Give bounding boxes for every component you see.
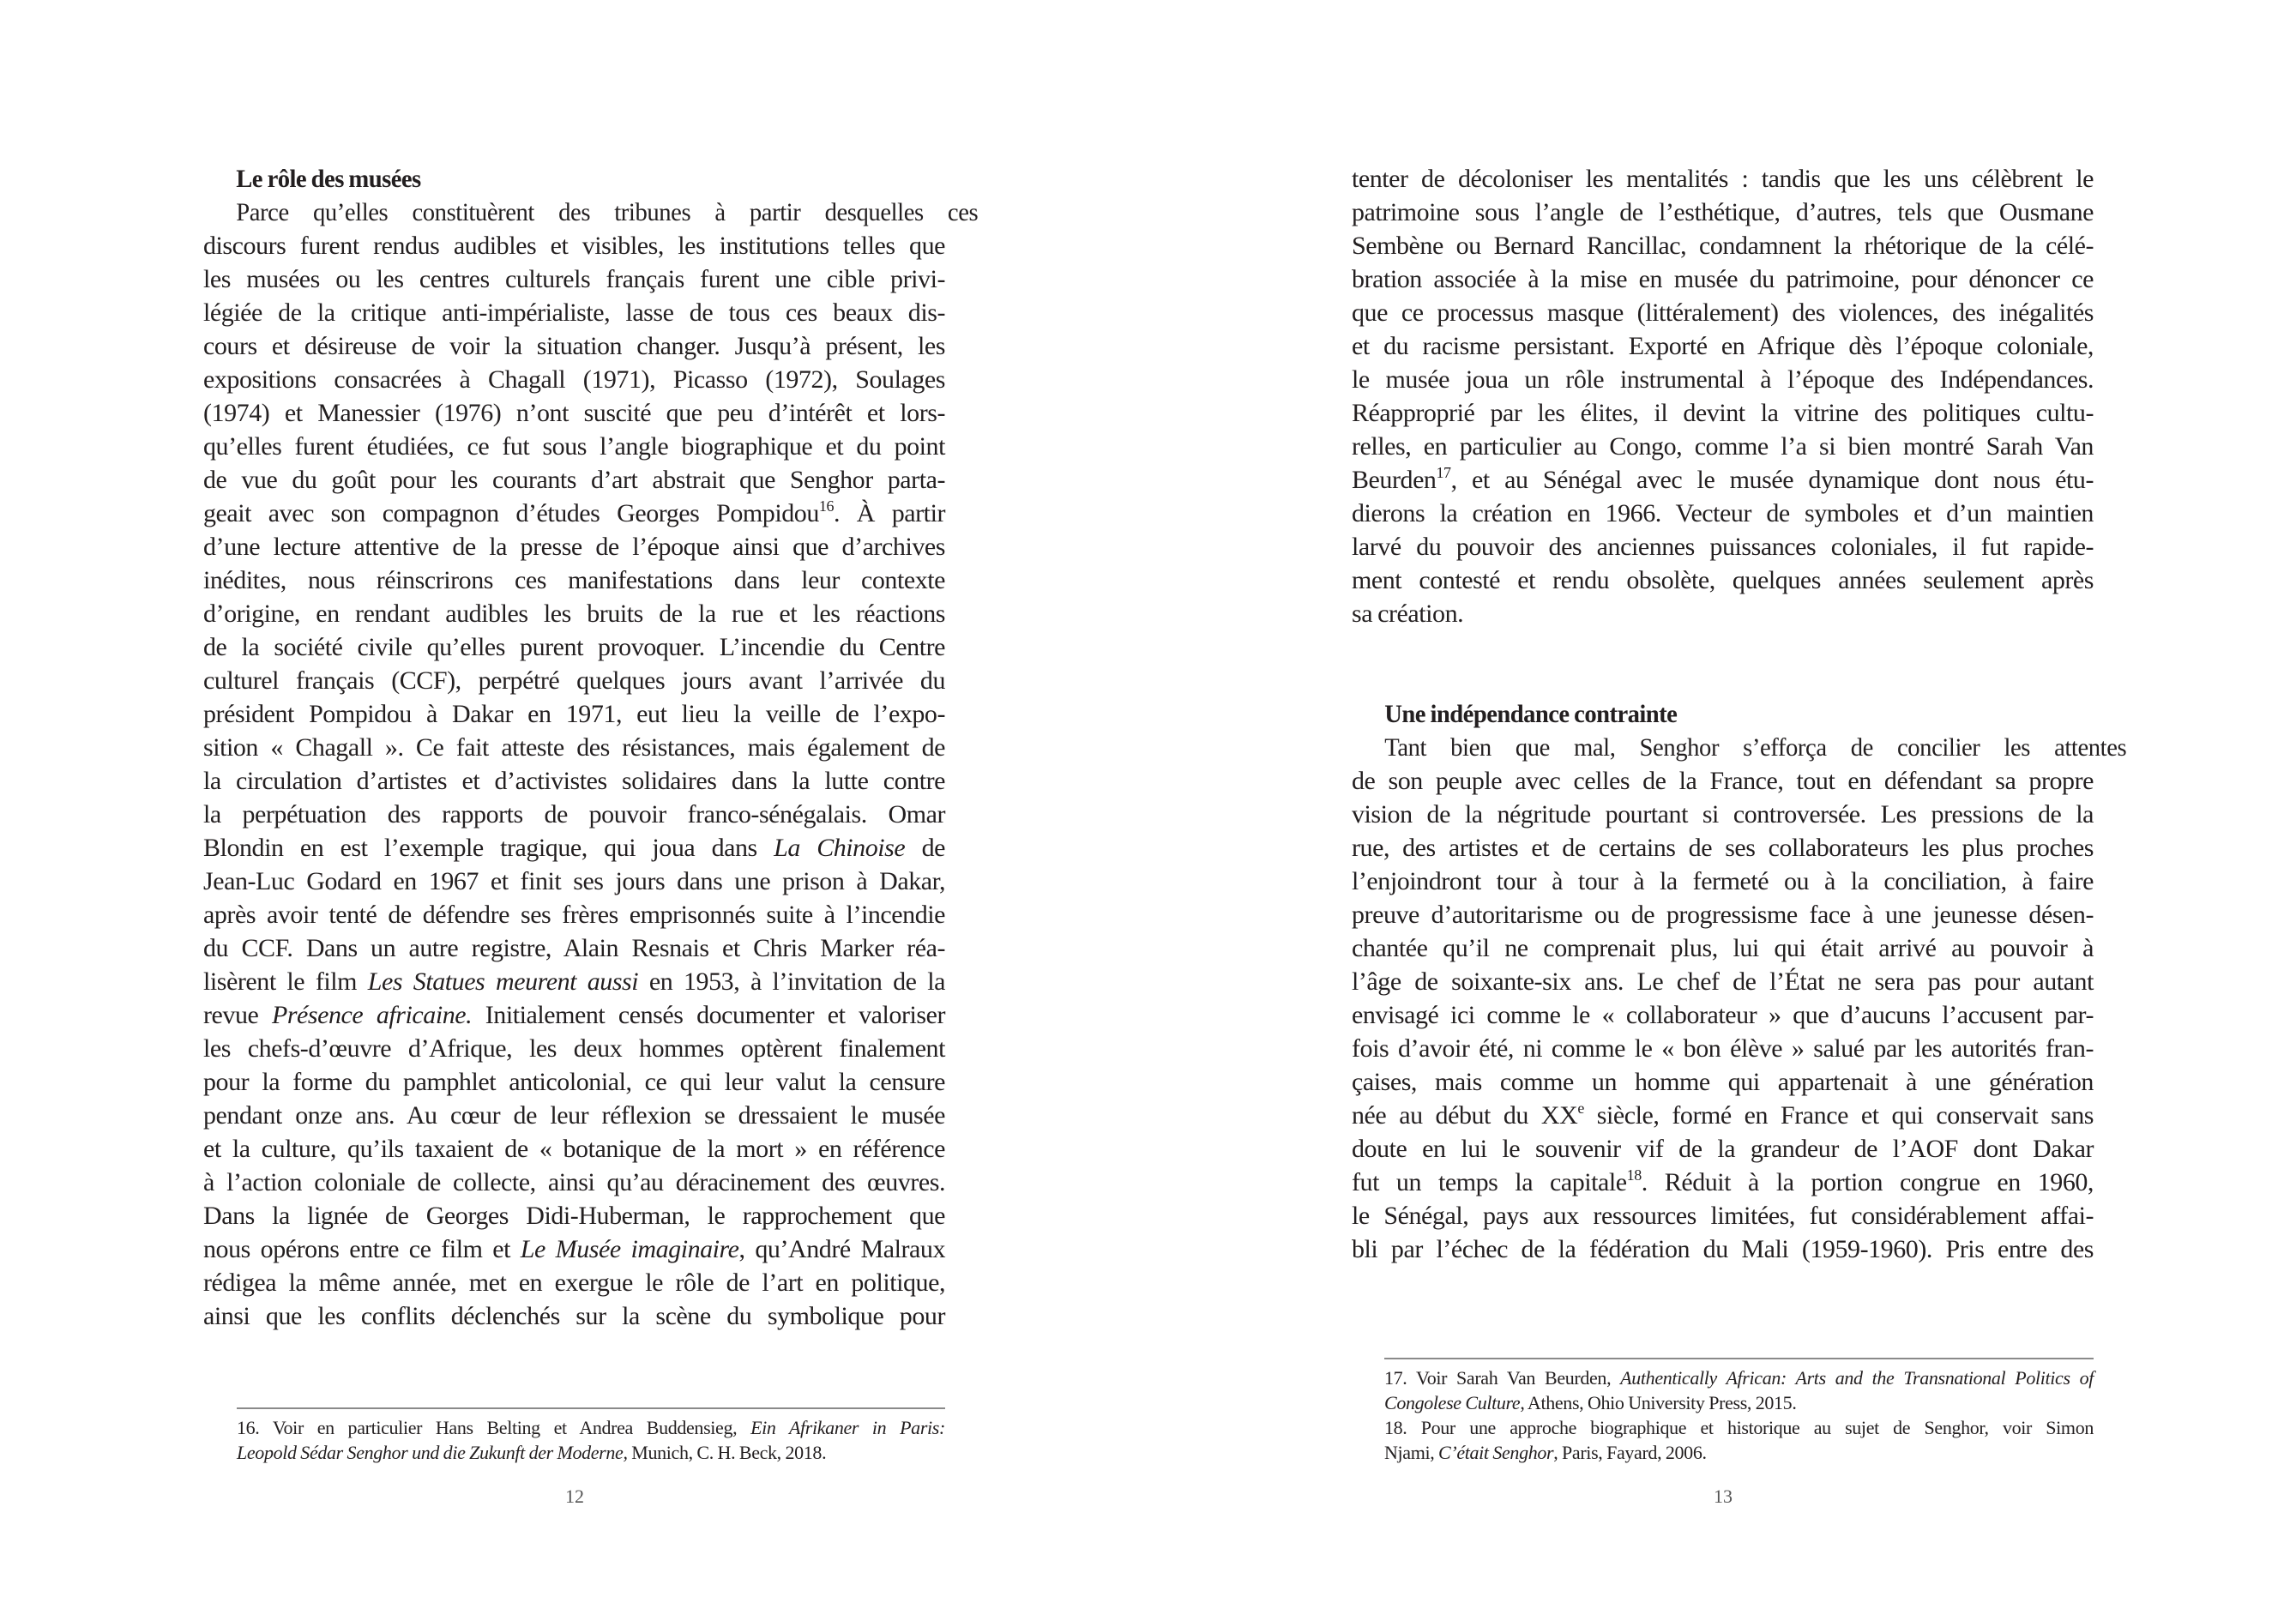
text-line: bration associée à la mise en musée du patrimoine, pour dénoncer ce [1352, 265, 2094, 293]
text-line: sition « Chagall ». Ce fait atteste des résistances, mais également de [203, 733, 945, 762]
right-page-body [1352, 162, 2127, 1266]
italic-title: La Chinoise [774, 834, 906, 862]
text-run: née au début du XX [1352, 1101, 1578, 1130]
text-line: les musées ou les centres culturels français furent une cible privi- [203, 265, 945, 293]
text-run: 16. Voir en particulier Hans Belting et Andrea Buddensieg, [237, 1417, 751, 1438]
text-line: cours et désireuse de voir la situation changer. Jusqu’à présent, les [203, 332, 945, 360]
text-line [1352, 1166, 2094, 1199]
text-line: et du racisme persistant. Exporté en Afrique dès l’époque coloniale, [1352, 332, 2094, 360]
text-run: lisèrent le film [203, 967, 368, 996]
italic-title: Présence africaine. [271, 1001, 473, 1029]
text-line: dierons la création en 1966. Vecteur de symboles et d’un maintien [1352, 499, 2094, 527]
text-line: président Pompidou à Dakar en 1971, eut lieu la veille de l’expo- [203, 700, 945, 728]
text-line: la circulation d’artistes et d’activistes solidaires dans la lutte contre [203, 767, 945, 795]
footnote-ref: 17 [1436, 464, 1451, 481]
text-line: le musée joua un rôle instrumental à l’époque des Indépendances. [1352, 365, 2094, 394]
text-line: pendant onze ans. Au cœur de leur réflexion se dressaient le musée [203, 1101, 945, 1130]
text-line: ainsi que les conflits déclenchés sur la scène du symbolique pour [203, 1302, 945, 1330]
text-run: , qu’André Malraux [738, 1235, 946, 1263]
text-run: nous opérons entre ce film et [203, 1235, 521, 1263]
footnote-separator [237, 1407, 945, 1409]
text-line: (1974) et Manessier (1976) n’ont suscité que peu d’intérêt et lors- [203, 399, 945, 427]
text-run: en 1953, à l’invitation de la [638, 967, 945, 996]
text-run: fut un temps la capitale [1352, 1168, 1627, 1196]
text-run: 17. Voir Sarah Van Beurden, [1384, 1367, 1621, 1389]
text-run: Beurden [1352, 466, 1437, 494]
text-run: Initialement censés documenter et valoriser [472, 1001, 945, 1029]
text-run: 18. Pour une approche biographique et historique au sujet de Senghor, voir Simon [1384, 1417, 2094, 1438]
footnote [1384, 1415, 2093, 1465]
text-line: culturel français (CCF), perpétré quelques jours avant l’arrivée du [203, 666, 945, 695]
text-line [203, 497, 945, 530]
text-line: doute en lui le souvenir vif de la grandeur de l’AOF dont Dakar [1352, 1135, 2094, 1163]
text-line: sa création. [1352, 600, 1464, 628]
italic-title: C’était Senghor [1438, 1442, 1554, 1463]
footnote-ref: e [1577, 1100, 1584, 1117]
text-line: les chefs-d’œuvre d’Afrique, les deux hommes optèrent finalement [203, 1034, 945, 1063]
text-line: ment contesté et rendu obsolète, quelques années seulement après [1352, 566, 2094, 594]
text-line [203, 1232, 945, 1266]
text-line [1384, 1415, 2094, 1440]
footnote [1384, 1365, 2093, 1415]
text-line [237, 1415, 945, 1440]
text-run: siècle, formé en France et qui conservait sans [1583, 1101, 2094, 1130]
text-line [1384, 1440, 2094, 1465]
text-line: l’âge de soixante-six ans. Le chef de l’État ne sera pas pour autant [1352, 967, 2094, 996]
text-line: après avoir tenté de défendre ses frères emprisonnés suite à l’incendie [203, 901, 945, 929]
right-footnotes [1384, 1365, 2093, 1465]
text-line: Dans la lignée de Georges Didi-Huberman, le rapprochement que [203, 1202, 945, 1230]
footnote-ref: 16 [818, 497, 834, 515]
text-line: qu’elles furent étudiées, ce fut sous l’angle biographique et du point [203, 432, 945, 461]
italic-title: Les Statues meurent aussi [367, 967, 639, 996]
text-line: tenter de décoloniser les mentalités : tandis que les uns célèbrent le [1352, 165, 2094, 193]
text-line [237, 1440, 945, 1465]
text-line: de son peuple avec celles de la France, tout en défendant sa propre [1352, 767, 2094, 795]
italic-title: Congolese Culture [1384, 1392, 1521, 1413]
text-line: de la société civile qu’elles purent provoquer. L’incendie du Centre [203, 633, 945, 661]
text-run: , et au Sénégal avec le musée dynamique dont nous étu- [1450, 466, 2094, 494]
footnote-separator [1384, 1358, 2094, 1359]
text-line: patrimoine sous l’angle de l’esthétique, d’autres, tels que Ousmane [1352, 198, 2094, 226]
italic-title: Leopold Sédar Senghor und die Zukunft der Moderne, [237, 1442, 628, 1463]
footnote [237, 1415, 945, 1465]
text-line [1384, 1390, 2094, 1415]
text-line [1352, 463, 2094, 497]
text-line: relles, en particulier au Congo, comme l’a si bien montré Sarah Van [1352, 432, 2094, 461]
right-page [1148, 0, 2296, 1621]
spacer [1352, 630, 2094, 664]
text-run: de [905, 834, 945, 862]
text-line: et la culture, qu’ils taxaient de « botanique de la mort » en référence [203, 1135, 945, 1163]
left-page-body [203, 162, 979, 1333]
page-number: 13 [1714, 1485, 1733, 1507]
text-line: preuve d’autoritarisme ou de progressisme face à une jeunesse désen- [1352, 901, 2094, 929]
text-line: d’une lecture attentive de la presse de l’époque ainsi que d’archives [203, 533, 945, 561]
text-line: Jean-Luc Godard en 1967 et finit ses jours dans une prison à Dakar, [203, 867, 945, 895]
text-line: du CCF. Dans un autre registre, Alain Resnais et Chris Marker réa- [203, 934, 945, 962]
text-line [1384, 1365, 2094, 1390]
text-run: Blondin en est l’exemple tragique, qui joua dans [203, 834, 774, 862]
text-run: . À partir [834, 499, 945, 527]
text-run: geait avec son compagnon d’études Georges Pompidou [203, 499, 819, 527]
text-run: , Athens, Ohio University Press, 2015. [1520, 1392, 1797, 1413]
italic-title: Authentically African: Arts and the Transnational Politics of [1620, 1367, 2094, 1389]
text-line: vision de la négritude pourtant si controversée. Les pressions de la [1352, 800, 2094, 829]
text-line: la perpétuation des rapports de pouvoir franco-sénégalais. Omar [203, 800, 945, 829]
text-line: Sembène ou Bernard Rancillac, condamnent la rhétorique de la célé- [1352, 232, 2094, 260]
text-line: larvé du pouvoir des anciennes puissances coloniales, il fut rapide- [1352, 533, 2094, 561]
text-line: discours furent rendus audibles et visibles, les institutions telles que [203, 232, 945, 260]
text-line: légiée de la critique anti-impérialiste, lasse de tous ces beaux dis- [203, 298, 945, 327]
text-line: fois d’avoir été, ni comme le « bon élève » salué par les autorités fran- [1352, 1034, 2094, 1063]
text-line: bli par l’échec de la fédération du Mali (1959-1960). Pris entre des [1352, 1235, 2094, 1263]
text-run: revue [203, 1001, 272, 1029]
text-line: pour la forme du pamphlet anticolonial, ce qui leur valut la censure [203, 1068, 945, 1096]
italic-title: Ein Afrikaner in Paris: [750, 1417, 945, 1438]
text-line: Parce qu’elles constituèrent des tribunes à partir desquelles ces [236, 198, 979, 226]
section-heading: Le rôle des musées [236, 165, 421, 193]
section-heading: Une indépendance contrainte [1384, 700, 1678, 728]
text-line: expositions consacrées à Chagall (1971), Picasso (1972), Soulages [203, 365, 945, 394]
text-line: inédites, nous réinscrirons ces manifestations dans leur contexte [203, 566, 945, 594]
text-line [203, 831, 945, 865]
text-line: de vue du goût pour les courants d’art abstrait que Senghor parta- [203, 466, 945, 494]
text-line: çaises, mais comme un homme qui appartenait à une génération [1352, 1068, 2094, 1096]
text-line: que ce processus masque (littéralement) des violences, des inégalités [1352, 298, 2094, 327]
text-line [203, 998, 945, 1032]
spacer [1352, 664, 2094, 697]
text-line: chantée qu’il ne comprenait plus, lui qui était arrivé au pouvoir à [1352, 934, 2094, 962]
text-line: le Sénégal, pays aux ressources limitées, fut considérablement affai- [1352, 1202, 2094, 1230]
text-run: Munich, C. H. Beck, 2018. [627, 1442, 827, 1463]
text-line: l’enjoindront tour à tour à la fermeté ou à la conciliation, à faire [1352, 867, 2094, 895]
text-line: à l’action coloniale de collecte, ainsi qu’au déracinement des œuvres. [203, 1168, 945, 1196]
text-run: . Réduit à la portion congrue en 1960, [1641, 1168, 2094, 1196]
text-run: , Paris, Fayard, 2006. [1553, 1442, 1707, 1463]
italic-title: Le Musée imaginaire [520, 1235, 739, 1263]
text-line: rue, des artistes et de certains de ses collaborateurs les plus proches [1352, 834, 2094, 862]
text-line: Réapproprié par les élites, il devint la vitrine des politiques cultu- [1352, 399, 2094, 427]
text-line: rédigea la même année, met en exergue le rôle de l’art en politique, [203, 1268, 945, 1297]
text-line: d’origine, en rendant audibles les bruits de la rue et les réactions [203, 600, 945, 628]
page-number: 12 [565, 1485, 584, 1507]
footnote-ref: 18 [1626, 1166, 1642, 1184]
text-line [203, 965, 945, 998]
text-line: Tant bien que mal, Senghor s’efforça de concilier les attentes [1384, 733, 2127, 762]
text-line: envisagé ici comme le « collaborateur » que d’aucuns l’accusent par- [1352, 1001, 2094, 1029]
text-run: Njami, [1384, 1442, 1439, 1463]
text-line [1352, 1099, 2094, 1132]
left-footnotes [237, 1415, 945, 1465]
